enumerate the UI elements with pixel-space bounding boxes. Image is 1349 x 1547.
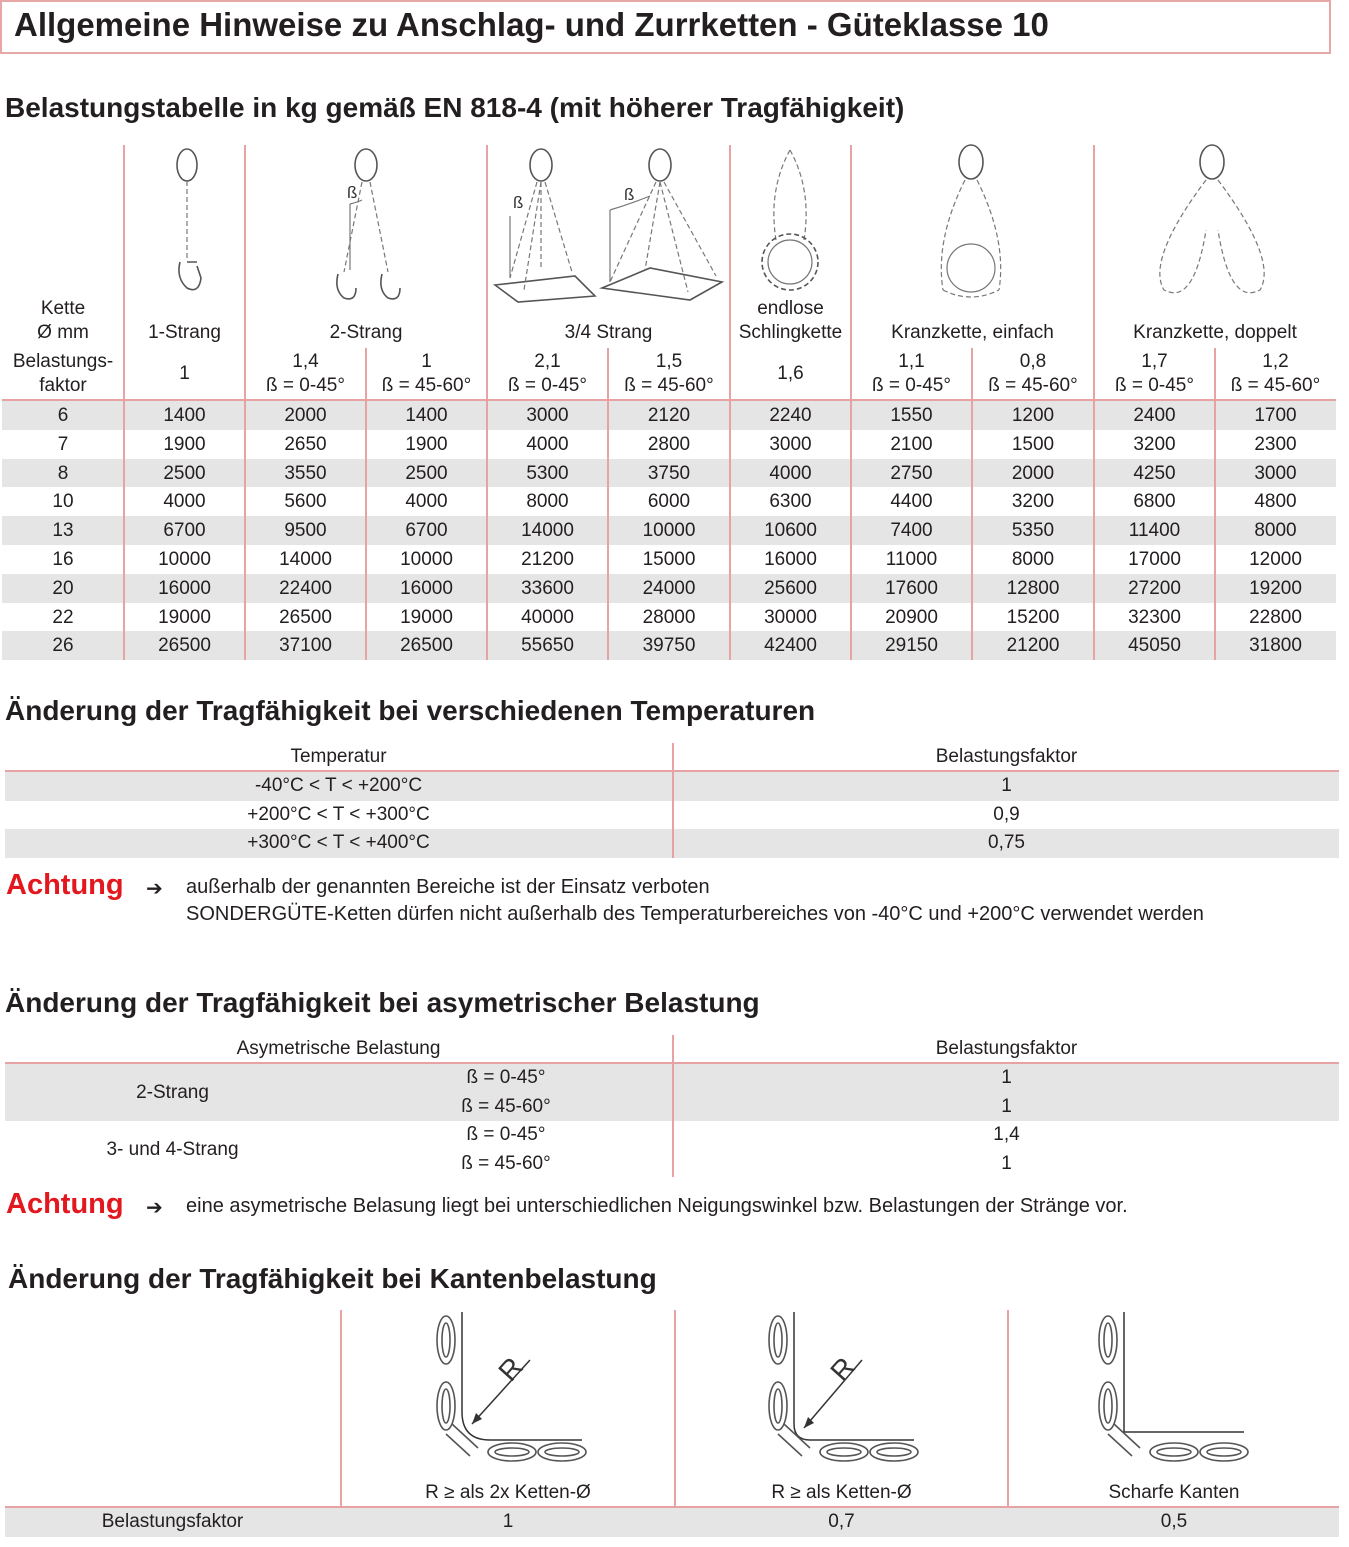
load-cell: 1500 (1011, 433, 1055, 455)
strand-group-label: 3- und 4-Strang (106, 1139, 239, 1161)
load-cell: 8000 (526, 491, 569, 513)
edge-case-factor: 0,7 (828, 1511, 855, 1532)
temperature-column-header: Temperatur (290, 746, 387, 767)
beta-label: ß (347, 183, 358, 202)
load-factor-label: Belastungs- (12, 351, 114, 372)
load-cell: 1900 (405, 433, 448, 455)
load-cell: 6800 (1133, 491, 1176, 513)
chain-diameter-cell: 26 (52, 635, 74, 657)
edge-case-label: Scharfe Kanten (1108, 1482, 1240, 1503)
svg-text:R: R (824, 1351, 861, 1387)
load-cell: 17600 (885, 577, 938, 599)
load-cell: 55650 (521, 635, 574, 657)
angle-range: ß = 45-60° (624, 375, 714, 396)
asymmetric-factor: 1 (1001, 1095, 1012, 1117)
angle-range: ß = 0-45° (1115, 375, 1194, 396)
load-cell: 28000 (642, 606, 696, 628)
load-cell: 20900 (885, 606, 938, 628)
load-cell: 26500 (400, 635, 453, 657)
load-cell: 12800 (1006, 577, 1060, 599)
load-cell: 10000 (642, 520, 696, 542)
angle-range: ß = 0-45° (872, 375, 951, 396)
load-cell: 6700 (405, 520, 448, 542)
load-cell: 40000 (521, 606, 574, 628)
load-cell: 4000 (163, 491, 206, 513)
load-cell: 2650 (284, 433, 327, 455)
page-title: Allgemeine Hinweise zu Anschlag- und Zurrketten - Güteklasse 10 (14, 6, 1049, 43)
load-cell: 5600 (284, 491, 327, 513)
angle-range: ß = 0-45° (466, 1124, 546, 1146)
chain-radius-1x-icon (769, 1312, 918, 1461)
load-cell: 39750 (642, 635, 696, 657)
temperature-note-1: außerhalb der genannten Bereiche ist der Einsatz verboten (186, 876, 710, 898)
chain-radius-2x-icon (437, 1312, 586, 1461)
load-factor-value: 1,6 (777, 363, 804, 384)
factor-column-header: Belastungsfaktor (935, 1038, 1078, 1059)
load-cell: 2000 (1011, 462, 1055, 484)
load-cell: 7400 (890, 520, 933, 542)
load-cell: 15200 (1006, 606, 1060, 628)
load-cell: 16000 (158, 577, 211, 599)
chain-diameter-cell: 10 (52, 491, 74, 513)
load-cell: 4000 (405, 491, 448, 513)
load-factor-value: 0,8 (1019, 351, 1047, 372)
load-cell: 2800 (647, 433, 691, 455)
edge-case-factor: 1 (502, 1511, 514, 1532)
load-factor-value: 1,2 (1262, 351, 1289, 372)
load-cell: 11000 (885, 549, 938, 570)
load-cell: 19000 (158, 606, 211, 628)
temperature-range: -40°C < T < +200°C (254, 775, 423, 796)
load-cell: 4800 (1254, 491, 1297, 513)
group-header: Kranzkette, einfach (891, 322, 1054, 343)
load-cell: 22800 (1249, 606, 1302, 628)
load-cell: 2300 (1254, 433, 1297, 455)
load-cell: 1550 (890, 405, 933, 426)
load-cell: 10000 (400, 549, 453, 570)
load-cell: 11400 (1128, 520, 1181, 542)
load-cell: 27200 (1128, 577, 1181, 599)
load-cell: 42400 (764, 635, 817, 657)
asymmetric-factor: 1,4 (993, 1124, 1020, 1146)
group-header: 2-Strang (329, 322, 403, 343)
temperature-factor: 0,75 (988, 832, 1025, 854)
load-cell: 9500 (284, 520, 327, 542)
load-cell: 4400 (890, 491, 933, 513)
load-cell: 2240 (769, 405, 812, 426)
group-header: 1-Strang (148, 322, 221, 343)
load-cell: 22400 (279, 577, 332, 599)
load-factor-value: 2,1 (534, 351, 561, 372)
load-cell: 14000 (521, 520, 574, 542)
load-cell: 26500 (158, 635, 211, 657)
radius-label: R (492, 1351, 529, 1387)
load-factor-value: 1,7 (1141, 351, 1168, 372)
load-cell: 19000 (400, 606, 453, 628)
load-cell: 26500 (279, 606, 332, 628)
load-cell: 16000 (764, 549, 817, 570)
angle-range: ß = 0-45° (508, 375, 587, 396)
edge-case-label: R ≥ als 2x Ketten-Ø (425, 1482, 591, 1503)
temperature-note-2: SONDERGÜTE-Ketten dürfen nicht außerhalb des Temperaturbereiches von -40°C und +200°C verwendet werden (186, 903, 1204, 925)
load-cell: 1200 (1011, 405, 1055, 426)
load-cell: 2100 (890, 433, 933, 455)
svg-text:ß: ß (624, 185, 635, 204)
temperature-range: +300°C < T < +400°C (247, 832, 430, 854)
load-cell: 14000 (279, 549, 332, 570)
load-cell: 2120 (647, 405, 691, 426)
load-cell: 19200 (1249, 577, 1302, 599)
load-cell: 5300 (526, 462, 569, 484)
load-cell: 5350 (1011, 520, 1055, 542)
load-cell: 30000 (764, 606, 817, 628)
load-factor-value: 1 (179, 363, 190, 384)
angle-range: ß = 45-60° (461, 1153, 551, 1175)
load-cell: 17000 (1128, 549, 1181, 570)
load-cell: 10600 (764, 520, 817, 542)
load-cell: 3000 (1254, 462, 1297, 484)
load-cell: 29150 (885, 635, 938, 657)
factor-column-header: Belastungsfaktor (935, 746, 1078, 767)
group-header: 3/4 Strang (564, 322, 653, 343)
load-factor-value: 1,1 (898, 351, 925, 372)
load-cell: 2500 (163, 462, 206, 484)
edge-heading: Änderung der Tragfähigkeit bei Kantenbelastung (8, 1263, 657, 1294)
load-cell: 1900 (163, 433, 206, 455)
chain-diameter-cell: 13 (52, 520, 74, 542)
chain-sharp-edge-icon (1099, 1312, 1248, 1461)
load-cell: 15000 (642, 549, 696, 570)
chain-diameter-label: Ø mm (37, 322, 89, 343)
load-factor-label: faktor (39, 375, 87, 396)
group-header: Kranzkette, doppelt (1133, 322, 1297, 343)
load-cell: 8000 (1011, 549, 1055, 570)
load-cell: 24000 (642, 577, 696, 599)
load-cell: 32300 (1128, 606, 1181, 628)
load-cell: 3200 (1011, 491, 1055, 513)
asymmetric-note: eine asymetrische Belasung liegt bei unterschiedlichen Neigungswinkel bzw. Belastungen der Stränge vor. (186, 1195, 1128, 1217)
asymmetric-column-header: Asymetrische Belastung (236, 1038, 441, 1059)
load-cell: 4250 (1133, 462, 1176, 484)
chain-diameter-cell: 8 (57, 462, 69, 484)
group-header: Schlingkette (738, 322, 843, 343)
edge-case-factor: 0,5 (1160, 1511, 1188, 1532)
load-cell: 25600 (764, 577, 817, 599)
angle-range: ß = 0-45° (466, 1067, 546, 1088)
load-cell: 8000 (1254, 520, 1297, 542)
load-cell: 16000 (400, 577, 453, 599)
load-cell: 3550 (284, 462, 327, 484)
chain-diameter-cell: 20 (52, 577, 74, 599)
load-cell: 2000 (284, 405, 327, 426)
load-cell: 1400 (405, 405, 448, 426)
load-cell: 3750 (647, 462, 691, 484)
load-cell: 6700 (163, 520, 206, 542)
temperature-factor: 0,9 (993, 803, 1020, 825)
angle-range: ß = 45-60° (461, 1095, 551, 1117)
load-cell: 12000 (1249, 549, 1302, 570)
chain-diameter-cell: 22 (52, 606, 74, 628)
load-cell: 31800 (1249, 635, 1302, 657)
load-cell: 3000 (526, 405, 569, 426)
asymmetric-factor: 1 (1001, 1153, 1012, 1175)
strand-group-label: 2-Strang (136, 1081, 209, 1103)
asymmetric-warning-label: Achtung (6, 1188, 124, 1220)
load-cell: 6000 (647, 491, 691, 513)
load-cell: 6300 (769, 491, 812, 513)
chain-diameter-label: Kette (40, 298, 86, 319)
temperature-warning-label: Achtung (6, 869, 124, 901)
svg-text:ß: ß (513, 193, 524, 212)
load-cell: 37100 (279, 635, 332, 657)
load-cell: 4000 (526, 433, 569, 455)
chain-diameter-cell: 16 (52, 549, 74, 570)
arrow-right-icon: ➔ (146, 878, 163, 900)
angle-range: ß = 45-60° (988, 375, 1078, 396)
temperature-factor: 1 (1001, 775, 1012, 796)
load-factor-value: 1,5 (655, 351, 683, 372)
load-cell: 3200 (1133, 433, 1176, 455)
edge-factor-label: Belastungsfaktor (101, 1511, 244, 1532)
group-header: endlose (757, 298, 824, 319)
load-cell: 21200 (521, 549, 574, 570)
temperature-heading: Änderung der Tragfähigkeit bei verschiedenen Temperaturen (5, 695, 816, 726)
load-cell: 2750 (890, 462, 933, 484)
asymmetric-factor: 1 (1001, 1067, 1012, 1088)
chain-diameter-cell: 6 (57, 405, 69, 426)
temperature-range: +200°C < T < +300°C (247, 803, 430, 825)
load-cell: 10000 (158, 549, 211, 570)
load-cell: 3000 (769, 433, 812, 455)
angle-range: ß = 45-60° (381, 375, 472, 396)
load-cell: 4000 (769, 462, 812, 484)
asymmetric-heading: Änderung der Tragfähigkeit bei asymetrischer Belastung (5, 987, 760, 1018)
load-cell: 33600 (521, 577, 574, 599)
load-table-heading: Belastungstabelle in kg gemäß EN 818-4 (mit höherer Tragfähigkeit) (5, 92, 905, 123)
angle-range: ß = 45-60° (1230, 375, 1321, 396)
load-cell: 1700 (1254, 405, 1297, 426)
arrow-right-icon: ➔ (146, 1197, 163, 1219)
load-factor-value: 1,4 (292, 351, 319, 372)
load-cell: 2400 (1133, 405, 1176, 426)
load-cell: 45050 (1128, 635, 1181, 657)
load-cell: 21200 (1006, 635, 1060, 657)
load-cell: 2500 (405, 462, 448, 484)
load-factor-value: 1 (421, 351, 432, 372)
chain-diameter-cell: 7 (57, 433, 69, 455)
edge-case-label: R ≥ als Ketten-Ø (771, 1482, 912, 1503)
angle-range: ß = 0-45° (266, 375, 345, 396)
load-cell: 1400 (163, 405, 206, 426)
